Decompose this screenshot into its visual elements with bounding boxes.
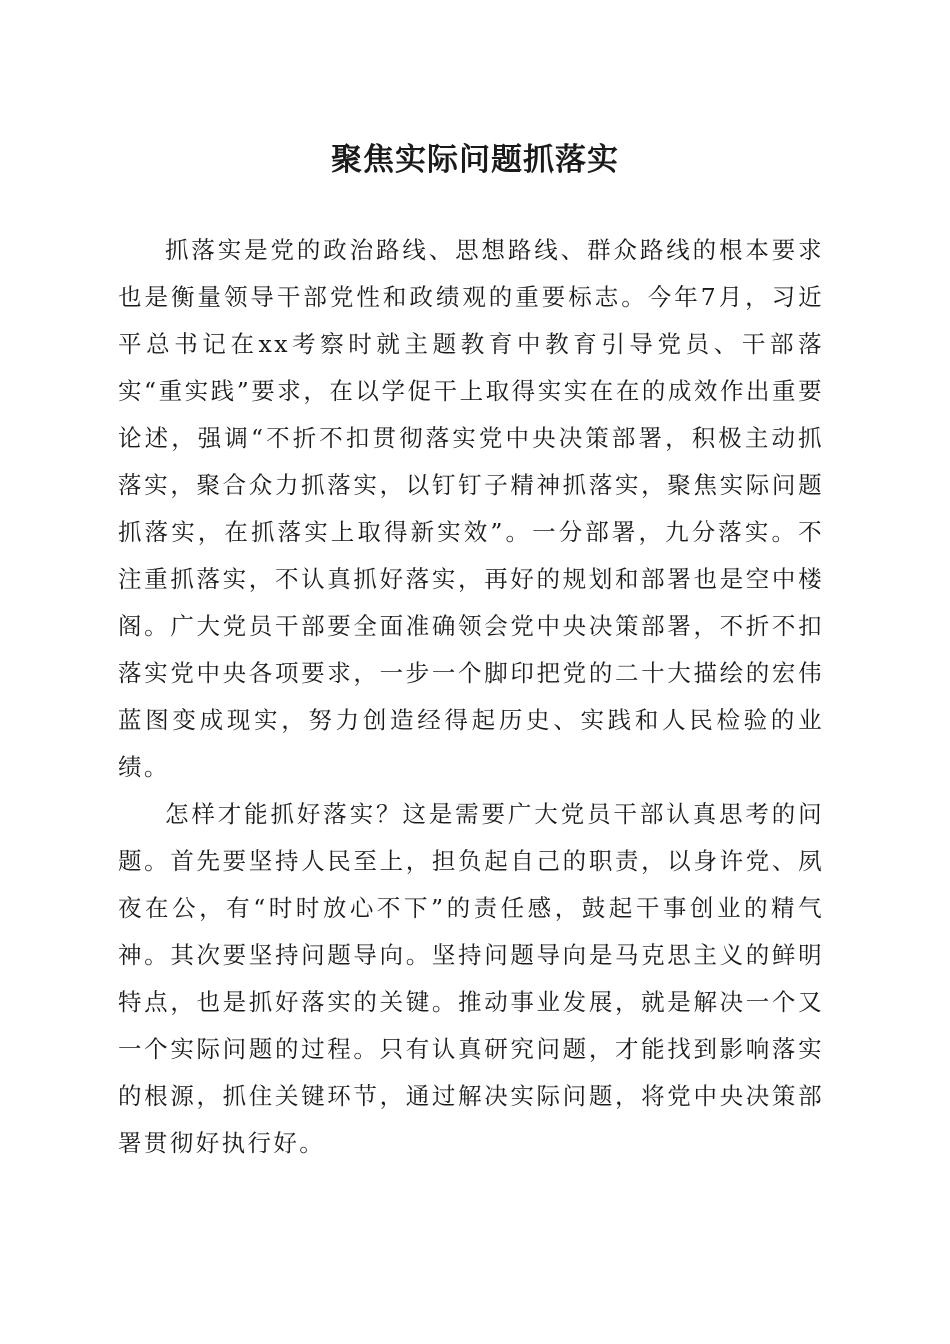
paragraph-1: 抓落实是党的政治路线、思想路线、群众路线的根本要求也是衡量领导干部党性和政绩观的重要标志。今年7月，习近平总书记在xx考察时就主题教育中教育引导党员、干部落实“重实践”要求，在以学促干上取得实实在在的成效作出重要论述，强调“不折不扣贯彻落实党中央决策部署，积极主动抓落实，聚合众力抓落实，以钉钉子精神抓落实，聚焦实际问题抓落实，在抓落实上取得新实效”。一分部署，九分落实。不注重抓落实，不认真抓好落实，再好的规划和部署也是空中楼阁。广大党员干部要全面准确领会党中央决策部署，不折不扣落实党中央各项要求，一步一个脚印把党的二十大描绘的宏伟蓝图变成现实，努力创造经得起历史、实践和人民检验的业绩。 (118, 236, 824, 781)
document-body (118, 227, 824, 1167)
paragraph-2: 怎样才能抓好落实？这是需要广大党员干部认真思考的问题。首先要坚持人民至上，担负起自己的职责，以身许党、夙夜在公，有“时时放心不下”的责任感，鼓起干事创业的精气神。其次要坚持问题导向。坚持问题导向是马克思主义的鲜明特点，也是抓好落实的关键。推动事业发展，就是解决一个又一个实际问题的过程。只有认真研究问题，才能找到影响落实的根源，抓住关键环节，通过解决实际问题，将党中央决策部署贯彻好执行好。 (118, 800, 824, 1157)
document-title: 聚焦实际问题抓落实 (331, 142, 619, 178)
